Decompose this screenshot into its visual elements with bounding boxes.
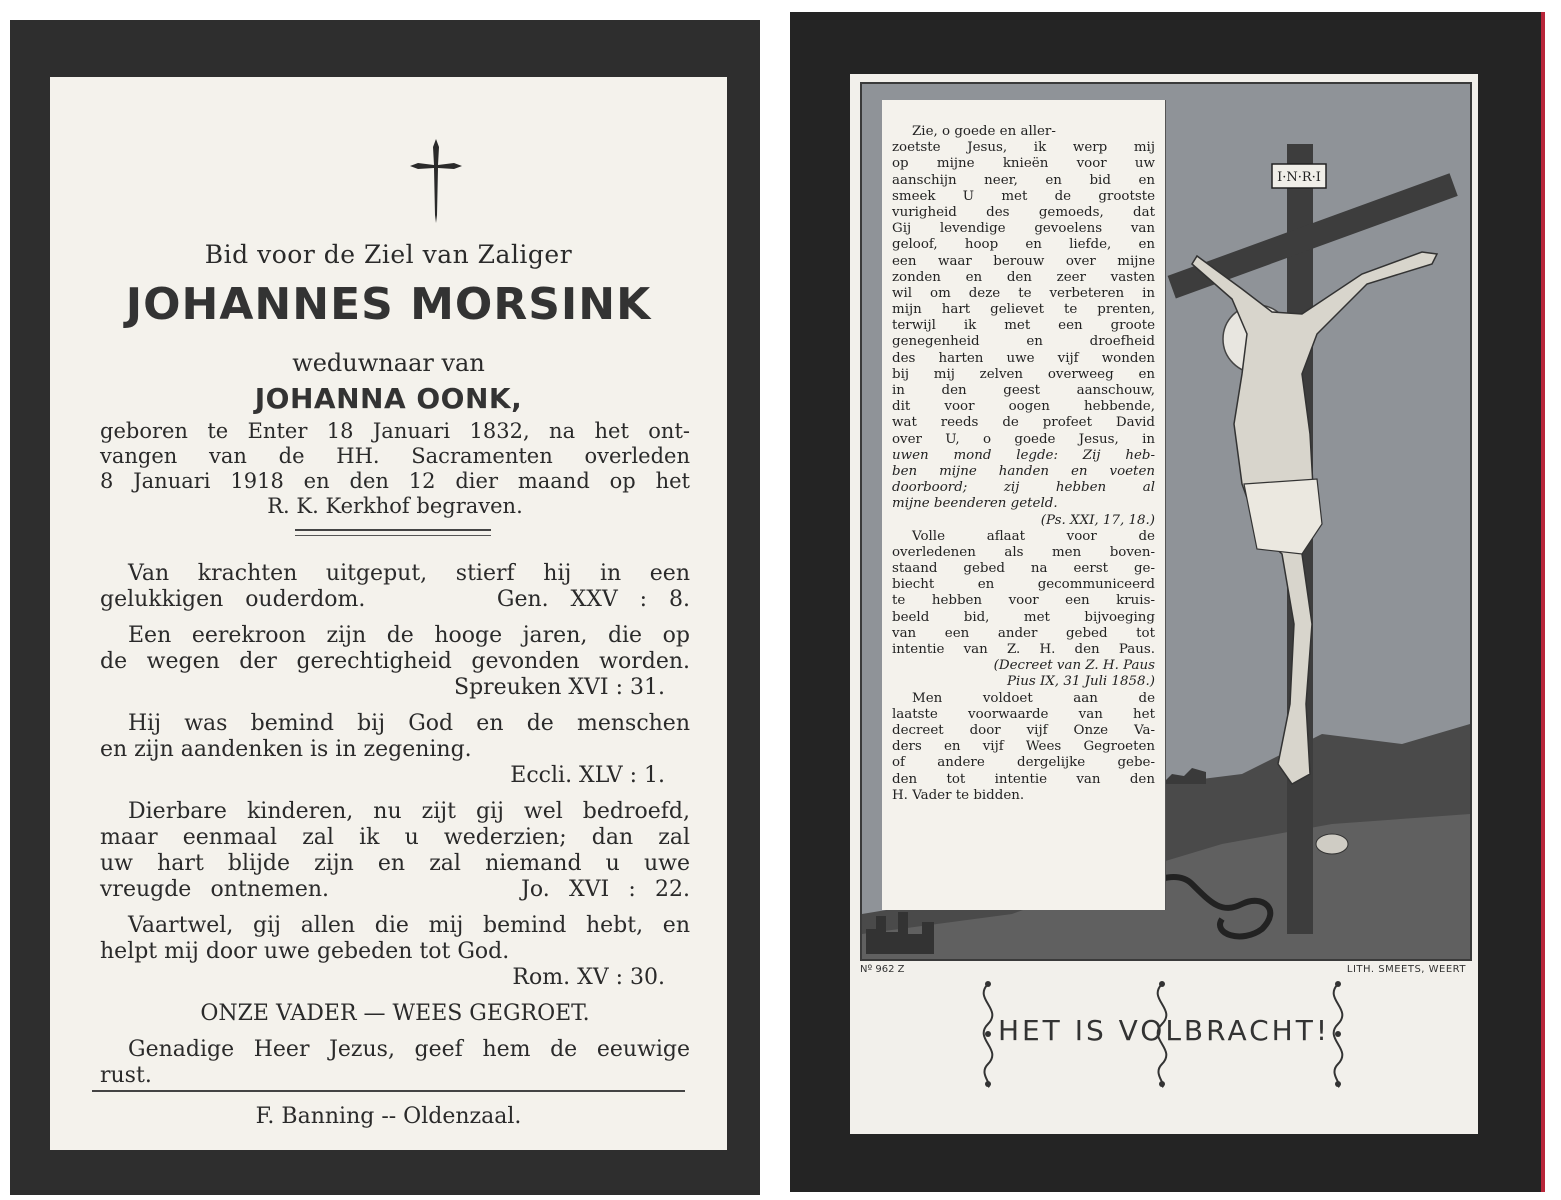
- verse-line: vreugde ontnemen. Jo. XVI : 22.: [100, 877, 690, 902]
- prayer-line: vurigheid des gemoeds, dat: [892, 204, 1155, 220]
- verse-line: uw hart blijde zijn en zal niemand u uwe: [100, 851, 690, 876]
- verse-reference: Spreuken XVI : 31.: [454, 675, 665, 700]
- bio-line: vangen van de HH. Sacramenten overleden: [100, 444, 690, 468]
- verse-reference: Rom. XV : 30.: [512, 965, 665, 990]
- prayer-line: (Decreet van Z. H. Paus: [993, 658, 1155, 674]
- prayer-line: (Ps. XXI, 17, 18.): [1040, 512, 1155, 528]
- verse-line: Vaartwel, gij allen die mij bemind hebt, en: [128, 913, 690, 938]
- divider: [295, 529, 491, 531]
- prayer-line: mijn hart gelievet te prenten,: [892, 302, 1155, 318]
- cross-icon: [406, 135, 466, 225]
- verse-line: Hij was bemind bij God en de menschen: [128, 711, 690, 736]
- verse-line: helpt mij door uwe gebeden tot God.: [100, 939, 510, 964]
- prayer-line: terwijl ik met een groote: [892, 318, 1155, 334]
- card-back-panel: [850, 74, 1478, 1134]
- prayer-text: [882, 100, 1166, 910]
- prayer-line: H. Vader te bidden.: [892, 787, 1025, 803]
- prayer-line: aanschijn neer, en bid en: [892, 172, 1155, 188]
- prayer-line: op mijne knieën voor uw: [892, 156, 1155, 172]
- prayer-line: geloof, hoop en liefde, en: [892, 237, 1155, 253]
- prayer-line: Pius IX, 31 Juli 1858.): [1006, 674, 1155, 690]
- crucifixion-engraving: [860, 82, 1472, 961]
- prayer-line: zonden en den zeer vasten: [892, 269, 1155, 285]
- prayer-line: overledenen als men boven-: [892, 544, 1155, 560]
- prayer-line: te hebben voor een kruis-: [892, 593, 1155, 609]
- scripture-verses: [100, 561, 690, 1089]
- invocation: Bid voor de Ziel van Zaliger: [204, 240, 573, 269]
- biography: [100, 419, 690, 519]
- card-front-panel: [50, 77, 727, 1150]
- verse-line: en zijn aandenken is in zegening.: [100, 737, 472, 762]
- spouse-name: JOHANNA OONK,: [254, 382, 523, 415]
- verse-line: Van krachten uitgeput, stierf hij in een: [128, 561, 690, 586]
- prayer-line: dit voor oogen hebbende,: [892, 399, 1155, 415]
- prayer-line: laatste voorwaarde van het: [892, 706, 1155, 722]
- prayer-line: uwen mond legde: Zij heb-: [892, 447, 1155, 463]
- prayer-line: Zie, o goede en aller-: [912, 124, 1056, 139]
- verse-reference: Eccli. XLV : 1.: [510, 763, 665, 788]
- prayer-line: decreet door vijf Onze Va-: [892, 722, 1155, 738]
- memorial-card-back: [790, 12, 1545, 1192]
- prayer-line: beeld bid, met bijvoeging: [892, 609, 1155, 625]
- verse-line: maar eenmaal zal ik u wederzien; dan zal: [100, 825, 690, 850]
- deceased-name: JOHANNES MORSINK: [125, 279, 652, 330]
- prayer-line: intentie van Z. H. den Paus.: [892, 642, 1155, 657]
- prayer-line: Volle aflaat voor de: [912, 528, 1155, 544]
- prayer-line: ders en vijf Wees Gegroeten: [892, 739, 1155, 755]
- plate-number: Nº 962 Z: [860, 964, 905, 975]
- verse-line: Een eerekroon zijn de hooge jaren, die op: [128, 623, 690, 648]
- bio-line: 8 Januari 1918 en den 12 dier maand op het: [100, 469, 690, 493]
- verse-line: de wegen der gerechtigheid gevonden worden.: [100, 649, 690, 674]
- prayer-line: smeek U met de grootste: [892, 188, 1155, 204]
- prayer-line: wat reeds de profeet David: [892, 415, 1155, 431]
- bio-line: R. K. Kerkhof begraven.: [267, 494, 523, 518]
- prayer-line: ben mijne handen en voeten: [892, 463, 1155, 479]
- prayer-line: Gij levendige gevoelens van: [892, 221, 1155, 237]
- prayer-line: een waar berouw over mijne: [892, 253, 1155, 269]
- prayer-line: mijne beenderen geteld.: [892, 496, 1058, 512]
- divider: [295, 535, 491, 536]
- prayer-line: doorboord; zij hebben al: [892, 480, 1155, 496]
- prayer-line: in den geest aanschouw,: [892, 383, 1155, 398]
- prayer-line: of andere dergelijke gebe-: [892, 755, 1155, 771]
- prayer-line: wil om deze te verbeteren in: [892, 285, 1155, 301]
- verse-line: Dierbare kinderen, nu zijt gij wel bedroefd,: [128, 799, 690, 824]
- prayer-line: Men voldoet aan de: [912, 690, 1155, 706]
- prayer-line: bij mij zelven overweeg en: [892, 366, 1155, 382]
- prayer-line: van een ander gebed tot: [892, 625, 1155, 641]
- verse-line: gelukkigen ouderdom. Gen. XXV : 8.: [100, 587, 690, 612]
- prayer-line: biecht en gecommuniceerd: [892, 577, 1155, 593]
- prayer-line: over U, o goede Jesus, in: [892, 431, 1155, 447]
- prayer-line: des harten uwe vijf wonden: [892, 350, 1155, 366]
- inri-plaque: I·N·R·I: [1277, 170, 1321, 185]
- divider: [92, 1090, 685, 1092]
- prayer-line: zoetste Jesus, ik werp mij: [892, 140, 1155, 156]
- printer-imprint: F. Banning -- Oldenzaal.: [255, 1104, 522, 1129]
- prayer-line: den tot intentie van den: [892, 771, 1155, 787]
- widower-label: weduwnaar van: [292, 349, 485, 377]
- prayer-line: genegenheid en droefheid: [892, 334, 1155, 350]
- motto: HET IS VOLBRACHT!: [997, 1014, 1331, 1047]
- closing-line: Genadige Heer Jezus, geef hem de eeuwige: [128, 1037, 690, 1062]
- prayer-line: staand gebed na eerst ge-: [892, 561, 1155, 577]
- closing-line: rust.: [100, 1063, 152, 1088]
- lithographer-imprint: LITH. SMEETS, WEERT: [1346, 964, 1466, 975]
- bio-line: geboren te Enter 18 Januari 1832, na het ont-: [100, 419, 690, 443]
- memorial-card-front: [10, 20, 760, 1195]
- prayer-line: ONZE VADER — WEES GEGROET.: [200, 1001, 590, 1026]
